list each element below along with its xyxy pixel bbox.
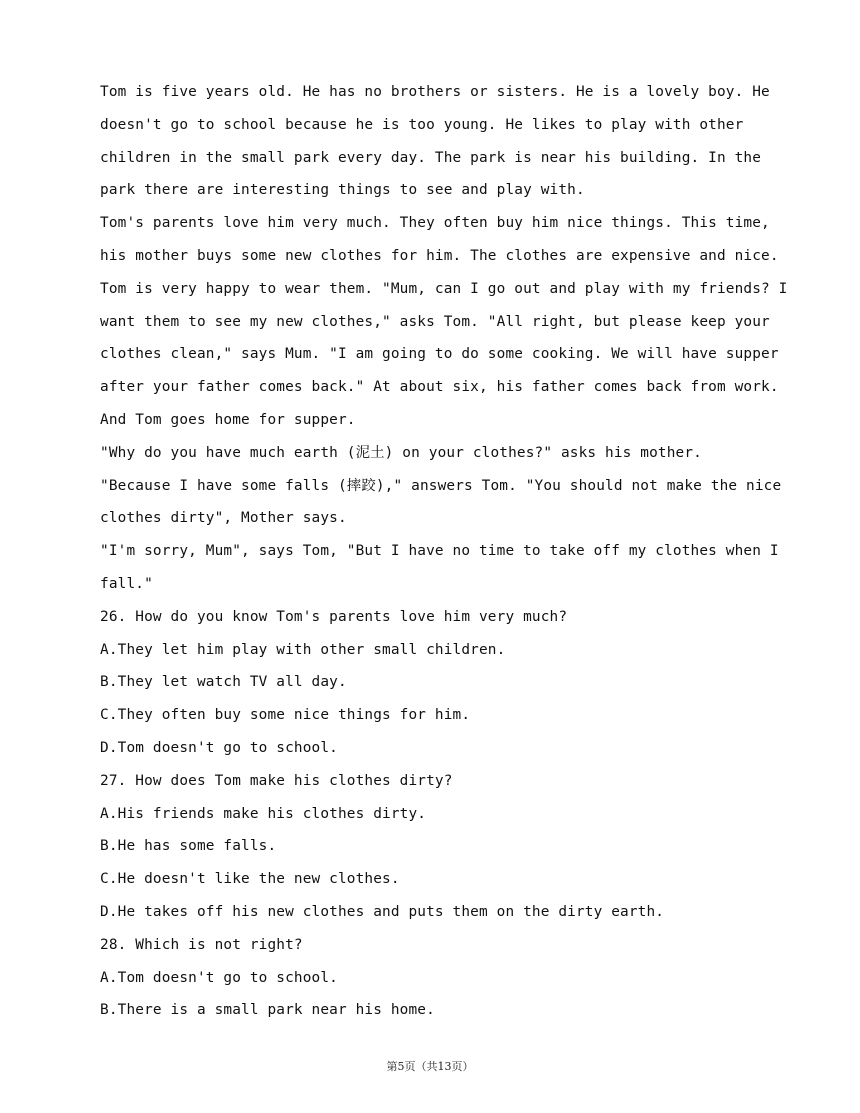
passage-line: fall." — [100, 575, 153, 592]
passage-line: after your father comes back." At about six, his father comes back from work. — [100, 379, 779, 396]
question-stem: 28. Which is not right? — [100, 936, 303, 953]
answer-option: C.He doesn't like the new clothes. — [100, 871, 400, 888]
passage-line: park there are interesting things to see and play with. — [100, 182, 585, 199]
answer-option: A.Tom doesn't go to school. — [100, 969, 338, 986]
question-stem: 26. How do you know Tom's parents love him very much? — [100, 608, 568, 625]
passage-line: clothes dirty", Mother says. — [100, 510, 347, 527]
passage-line: children in the small park every day. The park is near his building. In the — [100, 149, 762, 166]
answer-option: B.He has some falls. — [100, 838, 277, 855]
passage-line: Tom's parents love him very much. They often buy him nice things. This time, — [100, 215, 770, 232]
page-number-footer: 第5页（共13页） — [386, 1060, 474, 1073]
question-27 — [100, 765, 790, 929]
answer-option: C.They often buy some nice things for him. — [100, 707, 471, 724]
answer-option: A.His friends make his clothes dirty. — [100, 805, 427, 822]
answer-option: B.There is a small park near his home. — [100, 1002, 435, 1019]
passage-line: Tom is five years old. He has no brothers or sisters. He is a lovely boy. He — [100, 84, 770, 100]
passage-line: his mother buys some new clothes for him. The clothes are expensive and nice. — [100, 247, 779, 264]
passage-line: "Why do you have much earth (泥土) on your clothes?" asks his mother. — [100, 444, 702, 461]
answer-option: A.They let him play with other small children. — [100, 641, 506, 658]
passage-line: Tom is very happy to wear them. "Mum, can I go out and play with my friends? I — [100, 280, 788, 297]
passage-line: "I'm sorry, Mum", says Tom, "But I have no time to take off my clothes when I — [100, 543, 779, 560]
question-stem: 27. How does Tom make his clothes dirty? — [100, 772, 453, 789]
document-content — [100, 76, 790, 1027]
passage-line: doesn't go to school because he is too young. He likes to play with other — [100, 116, 744, 133]
answer-option: D.Tom doesn't go to school. — [100, 739, 338, 756]
answer-option: D.He takes off his new clothes and puts them on the dirty earth. — [100, 903, 665, 920]
answer-option: B.They let watch TV all day. — [100, 674, 347, 691]
question-26 — [100, 601, 790, 765]
passage-line: want them to see my new clothes," asks Tom. "All right, but please keep your — [100, 313, 770, 330]
reading-passage — [100, 76, 790, 601]
passage-line: "Because I have some falls (摔跤)," answers Tom. "You should not make the nice — [100, 477, 782, 494]
passage-line: clothes clean," says Mum. "I am going to do some cooking. We will have supper — [100, 346, 779, 363]
passage-line: And Tom goes home for supper. — [100, 411, 356, 428]
question-28 — [100, 929, 790, 1027]
